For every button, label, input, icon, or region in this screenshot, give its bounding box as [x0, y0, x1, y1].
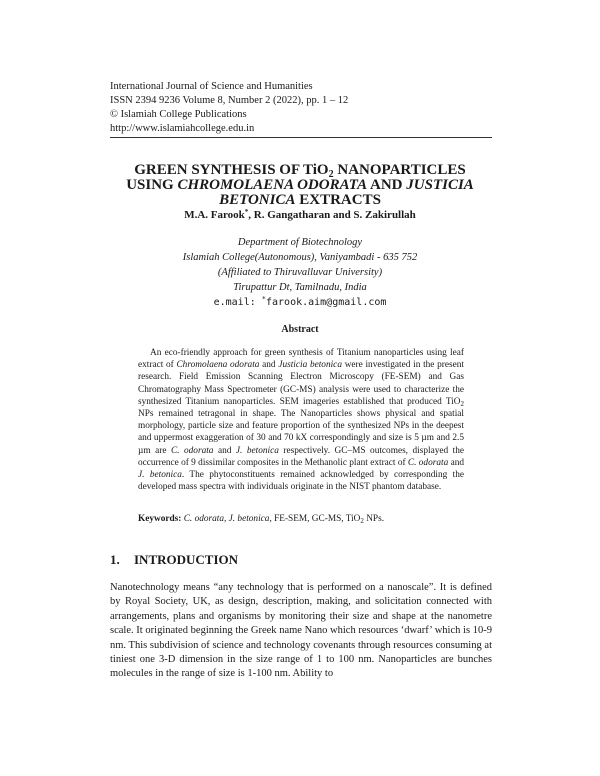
affiliation-block [100, 235, 500, 310]
corresponding-mark: * [244, 208, 249, 216]
affiliation-college: Islamiah College(Autonomous), Vaniyambadi - 635 752 [182, 252, 418, 263]
header-divider [110, 137, 492, 138]
author-first: M.A. Farook [184, 209, 245, 221]
abstract-heading: Abstract [281, 324, 319, 335]
paper-title [100, 163, 500, 208]
affiliation-district: Tirupattur Dt, Tamilnadu, India [233, 282, 367, 293]
introduction-body [110, 581, 492, 682]
title-line-2: USING CHROMOLAENA ODORATA AND JUSTICIA [126, 177, 474, 193]
email-address[interactable]: farook.aim@gmail.com [265, 297, 387, 308]
journal-issn: ISSN 2394 9236 Volume 8, Number 2 (2022), pp. 1 – 12 [110, 95, 349, 106]
keywords-label: Keywords: [138, 514, 182, 524]
title-line-3: BETONICA EXTRACTS [219, 192, 381, 208]
title-line-1: GREEN SYNTHESIS OF TiO$_2$ NANOPARTICLES [134, 162, 466, 180]
journal-name: International Journal of Science and Humanities [110, 81, 313, 92]
affiliation-department: Department of Biotechnology [237, 237, 363, 248]
affiliation-university: (Affiliated to Thiruvalluvar University) [217, 267, 383, 278]
author-rest: , R. Gangatharan and S. Zakirullah [248, 209, 416, 221]
section-number: 1. [110, 552, 120, 567]
email-line: e.mail: *farook.aim@gmail.com [213, 295, 387, 308]
keywords-line: Keywords: C. odorata, J. betonica, FE-SEM, GC-MS, TiO$_2$ NPs. [138, 514, 385, 525]
section-title: INTRODUCTION [134, 552, 239, 567]
journal-publisher: © Islamiah College Publications [110, 109, 247, 120]
abstract-paragraph: An eco-friendly approach for green synthesis of Titanium nanoparticles using leaf extract of Chromolaena odorata and Justicia betonica were investigated in the present research. Field Emission Scanning Electron Microscopy (FE-SEM) and Gas Chromatography Mass Spectrometer (GC-MS) analysis were used to characterize the synthesized Titanium nanoparticles. SEM imageries established that produced TiO$_2$ NPs remained tetragonal in shape. The Nanoparticles shows physical and spatial morphology, particle size and feature proportion of the synthesized NPs in the deepest and uppermost exaggeration of 30 and 70 kX correspondingly and size is 5 µm and 2.5 µm are C. odorata and J. betonica respectively. GC–MS outcomes, displayed the occurrence of 9 dissimilar composites in the Methanolic plant extract of C. odorata and J. betonica. The phytoconstituents remained acknowledged by corresponding the developed mass spectra with individuals originate in the NIST phantom database. [138, 348, 465, 493]
section-heading-introduction [110, 552, 238, 568]
author-list [100, 209, 500, 221]
journal-header [110, 80, 492, 136]
introduction-paragraph: Nanotechnology means “any technology that is performed on a nanoscale”. It is defined by Royal Society, UK, as design, description, making, and solicitation connected with arrangements, plans and organisms by monitoring their size and shape at the nanometre scale. It originated beginning the Greek name Nano which resources ‘dwarf’ which is 10-9 nm. This subdivision of science and technology covenants through resources consuming at tiniest one 3-D dimension in the size range of 1 to 100 nm. Nanoparticles are bunches molecules in the range of size is 1-100 nm. Ability to [110, 582, 492, 680]
abstract-body [138, 347, 464, 493]
journal-url[interactable]: http://www.islamiahcollege.edu.in [110, 123, 255, 134]
